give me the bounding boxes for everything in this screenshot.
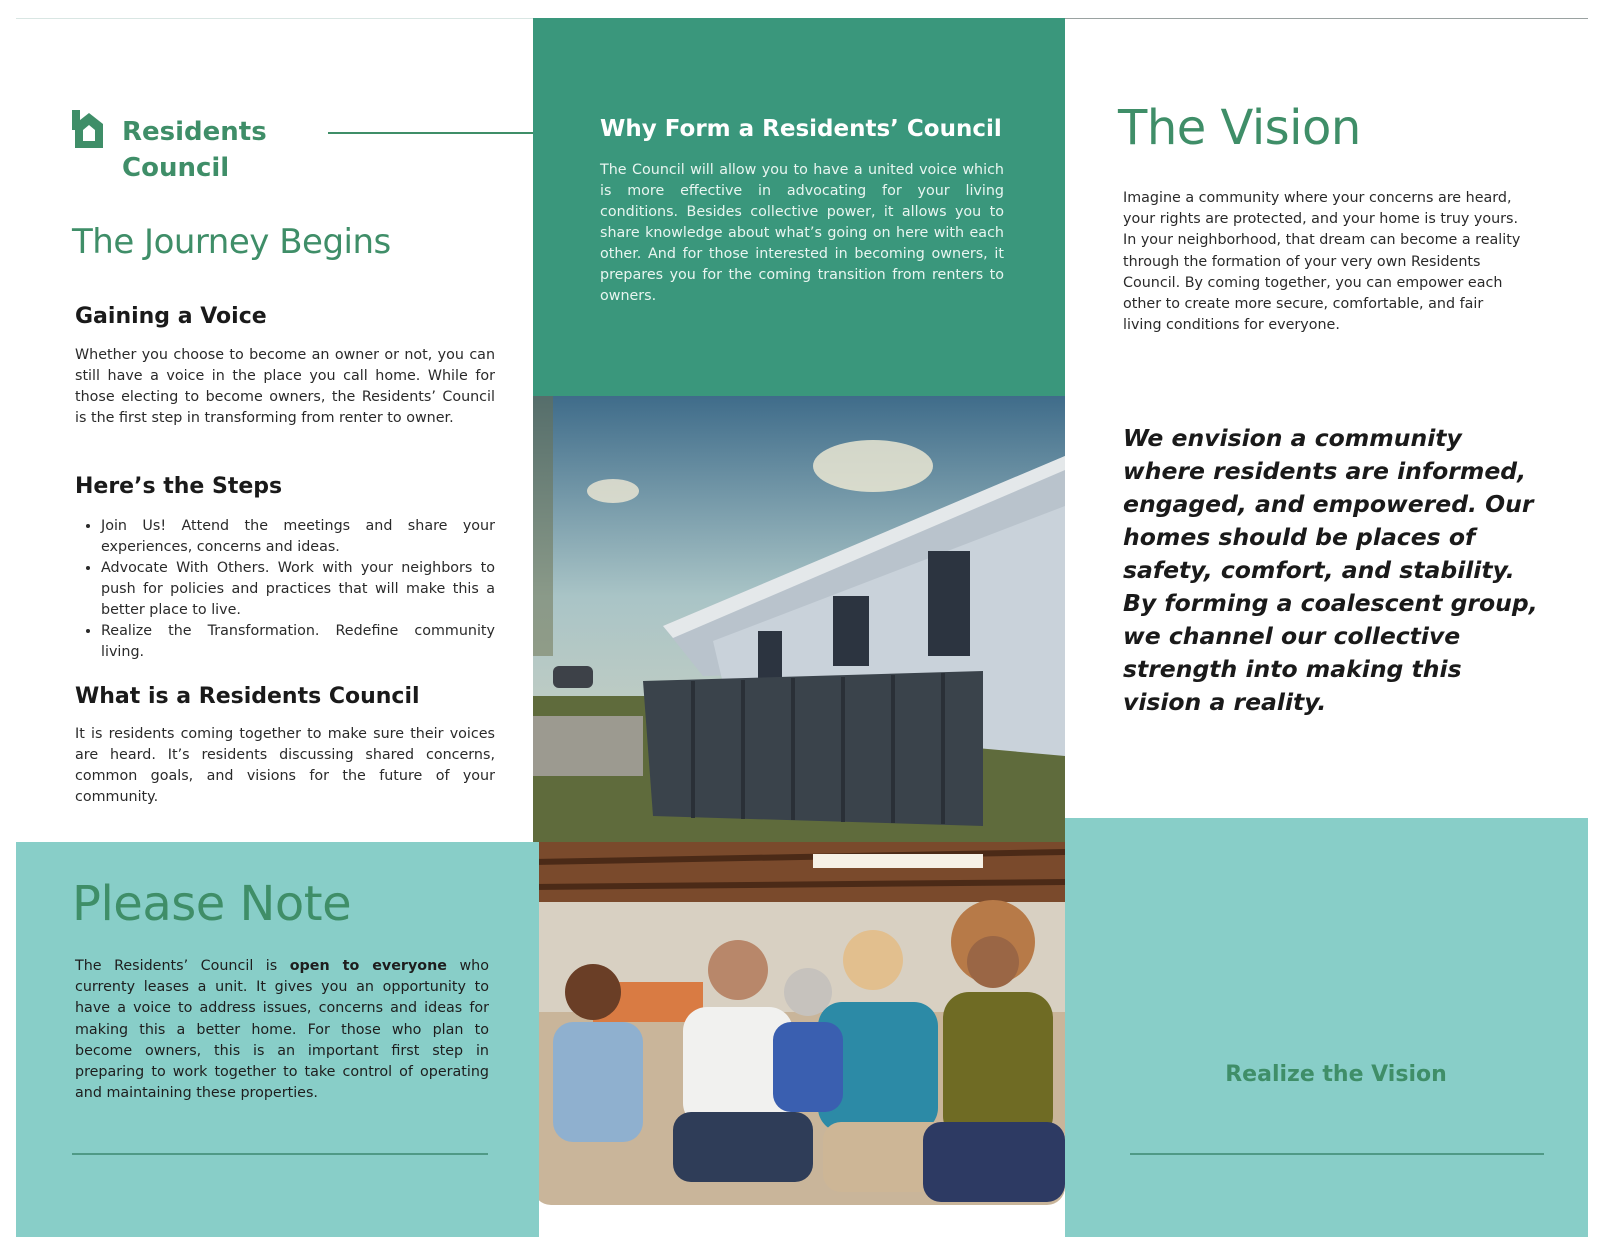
please-note-title: Please Note <box>72 876 352 932</box>
why-body: The Council will allow you to have a united voice which is more effective in advocating for your living conditions. Besides collective power, it allows you to share knowledge about what’s going on here with each other. And for those interested in becoming owners, it prepares you for the coming transition from renters to owners. <box>600 162 1004 304</box>
step-item: • Realize the Transformation. Redefine community living. <box>101 621 495 663</box>
steps-heading: Here’s the Steps <box>75 474 283 499</box>
note-text-2: who currenty leases a unit. It gives you an opportunity to have a voice to address issues, concerns and ideas for making this a better home. For those who plan to become owners, this is an important first step in preparing to work together to take control of operating and maintaining these properties. <box>75 958 489 1102</box>
what-is-heading: What is a Residents Council <box>75 684 420 709</box>
gaining-voice-heading: Gaining a Voice <box>75 304 267 329</box>
vision-quote: We envision a community where residents are informed, engaged, and empowered. Our homes should be places of safety, comfort, and stability. By forming a coalescent group, we channel our collective strength into making this vision a reality. <box>1123 424 1538 716</box>
meeting-photo <box>533 842 1065 1205</box>
vision-body: Imagine a community where your concerns are heard, your rights are protected, and your home is truy yours. In your neighborhood, that dream can become a reality through the formation of your very own Residents Council. By coming together, you can empower each other to create more secure, comfortable, and fair living conditions for everyone. <box>1123 190 1521 334</box>
please-note-body <box>75 956 489 1104</box>
realize-vision-title: Realize the Vision <box>1225 1062 1447 1087</box>
step-item: • Advocate With Others. Work with your neighbors to push for policies and practices that will make this a better place to live. <box>101 558 495 621</box>
gaining-voice-body: Whether you choose to become an owner or not, you can still have a voice in the place you call home. While for those electing to become owners, the Residents’ Council is the first step in transforming from renter to owner. <box>75 347 495 426</box>
vision-title: The Vision <box>1118 100 1361 156</box>
journey-title: The Journey Begins <box>72 222 391 262</box>
note-text-1: The Residents’ Council is <box>75 958 290 974</box>
step-item: • Join Us! Attend the meetings and share your experiences, concerns and ideas. <box>101 516 495 558</box>
brand-name <box>122 114 267 186</box>
what-is-body: It is residents coming together to make sure their voices are heard. It’s residents discussing shared concerns, common goals, and visions for the future of your community. <box>75 726 495 805</box>
house-outline-icon <box>72 110 106 150</box>
realize-divider <box>1130 1153 1544 1155</box>
why-heading: Why Form a Residents’ Council <box>600 116 1002 142</box>
steps-list <box>75 516 495 663</box>
note-divider <box>72 1153 488 1155</box>
note-text-bold: open to everyone <box>289 958 447 974</box>
brand-line-1: Residents <box>122 117 267 147</box>
house-photo <box>533 396 1065 842</box>
brand-divider <box>328 132 534 134</box>
brand-line-2: Council <box>122 153 230 183</box>
realize-vision-panel <box>1065 818 1588 1237</box>
